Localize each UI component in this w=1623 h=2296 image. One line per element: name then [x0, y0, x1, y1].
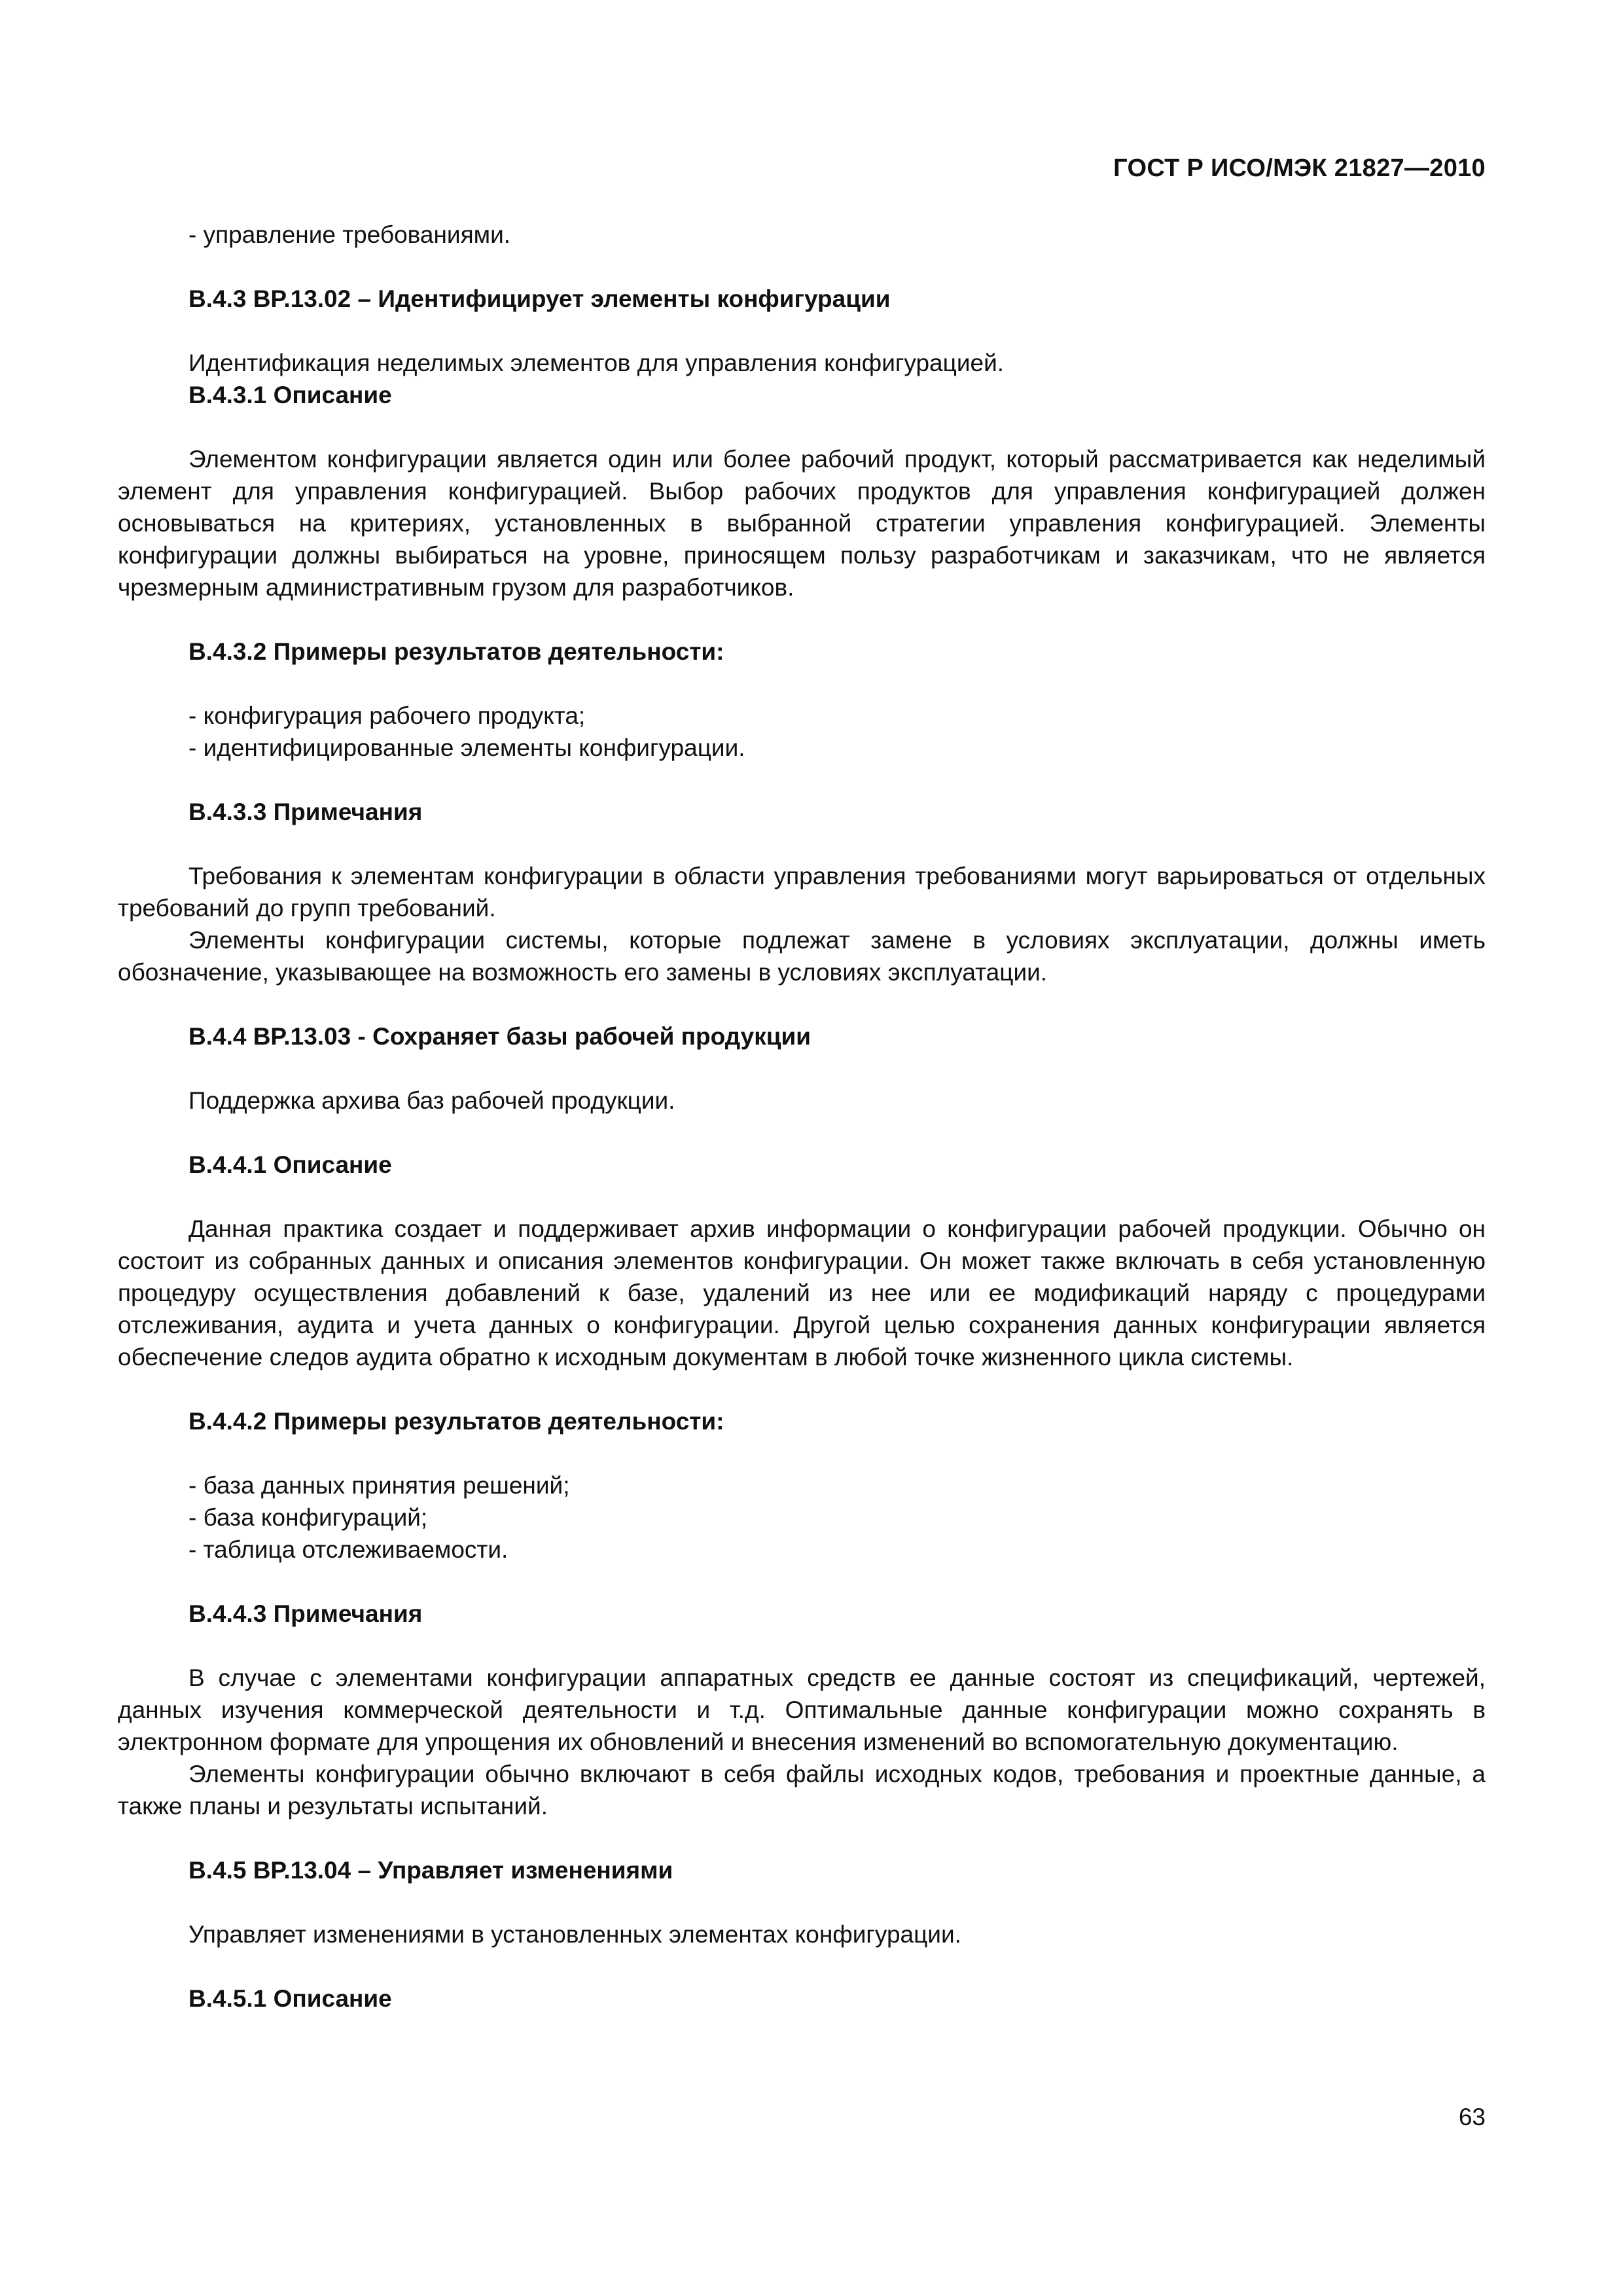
section-heading-b442: B.4.4.2 Примеры результатов деятельности: [188, 1408, 724, 1435]
list-item: - база конфигураций; [188, 1504, 428, 1531]
paragraph: Требования к элементам конфигурации в области управления требованиями могут варьироваться от отдельных требований до групп требований. [118, 863, 1486, 922]
section-heading-b44: B.4.4 BP.13.03 - Сохраняет базы рабочей продукции [188, 1023, 811, 1050]
section-heading-b433: B.4.3.3 Примечания [188, 798, 423, 825]
paragraph: В случае с элементами конфигурации аппаратных средств ее данные состоят из спецификаций, чертежей, данных изучения коммерческой деятельности и т.д. Оптимальные данные конфигурации можно сохранять в электронном формате для упрощения их обновлений и внесения изменений во вспомогательную документацию. [118, 1664, 1486, 1755]
list-item: - управление требованиями. [188, 221, 511, 248]
list-item: - конфигурация рабочего продукта; [188, 702, 586, 729]
section-heading-b441: B.4.4.1 Описание [188, 1151, 392, 1178]
document-body [118, 219, 1486, 2015]
section-heading-b432: B.4.3.2 Примеры результатов деятельности: [188, 638, 724, 665]
paragraph: Управляет изменениями в установленных элементах конфигурации. [188, 1921, 961, 1948]
section-heading-b431: B.4.3.1 Описание [188, 382, 392, 408]
page-number: 63 [1458, 2104, 1486, 2130]
document-header-standard: ГОСТ Р ИСО/МЭК 21827—2010 [1113, 154, 1486, 182]
section-heading-b45: B.4.5 BP.13.04 – Управляет изменениями [188, 1857, 673, 1884]
paragraph: Элементы конфигурации системы, которые подлежат замене в условиях эксплуатации, должны иметь обозначение, указывающее на возможность его замены в условиях эксплуатации. [118, 927, 1486, 986]
section-heading-b443: B.4.4.3 Примечания [188, 1600, 423, 1627]
paragraph: Элементы конфигурации обычно включают в себя файлы исходных кодов, требования и проектные данные, а также планы и результаты испытаний. [118, 1761, 1486, 1820]
section-heading-b43: B.4.3 BP.13.02 – Идентифицирует элементы конфигурации [188, 285, 891, 312]
section-heading-b451: B.4.5.1 Описание [188, 1985, 392, 2012]
list-item: - таблица отслеживаемости. [188, 1536, 508, 1563]
paragraph: Идентификация неделимых элементов для управления конфигурацией. [188, 350, 1005, 376]
paragraph: Элементом конфигурации является один или более рабочий продукт, который рассматривается как неделимый элемент для управления конфигурацией. Выбор рабочих продуктов для управления конфигурацией должен основываться на критериях, установленных в выбранной стратегии управления конфигурацией. Элементы конфигурации должны выбираться на уровне, приносящем пользу разработчикам и заказчикам, что не является чрезмерным административным грузом для разработчиков. [118, 446, 1486, 601]
paragraph: Данная практика создает и поддерживает архив информации о конфигурации рабочей продукции. Обычно он состоит из собранных данных и описания элементов конфигурации. Он может также включать в себя установленную процедуру осуществления добавлений к базе, удалений из нее или ее модификаций наряду с процедурами отслеживания, аудита и учета данных о конфигурации. Другой целью сохранения данных конфигурации является обеспечение следов аудита обратно к исходным документам в любой точке жизненного цикла системы. [118, 1215, 1486, 1371]
list-item: - идентифицированные элементы конфигурации. [188, 734, 745, 761]
paragraph: Поддержка архива баз рабочей продукции. [188, 1087, 675, 1114]
list-item: - база данных принятия решений; [188, 1472, 570, 1499]
